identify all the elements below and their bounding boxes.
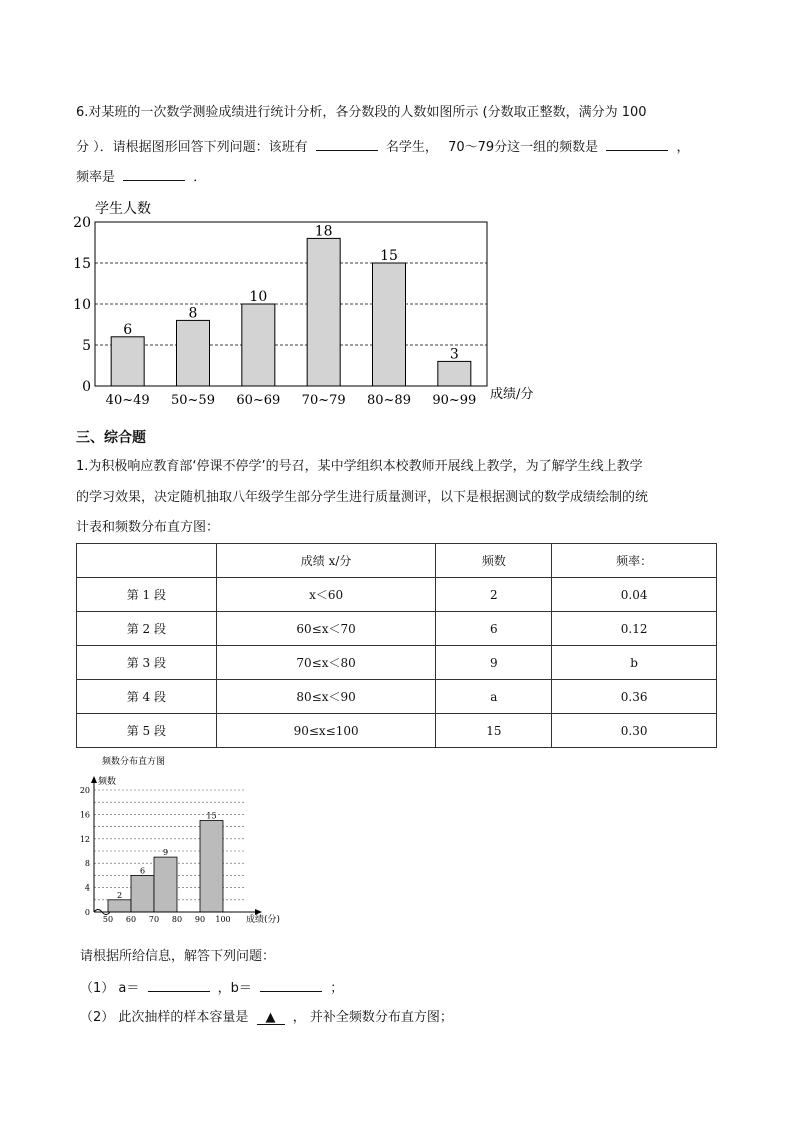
table-cell: b bbox=[552, 646, 717, 680]
chart1-y-tick-label: 20 bbox=[73, 215, 91, 231]
chart2-x-tick-label: 100 bbox=[215, 915, 231, 924]
question-6-text-f: ． bbox=[193, 170, 207, 185]
table-cell: 0.36 bbox=[552, 680, 717, 714]
score-statistics-table bbox=[76, 543, 717, 748]
chart2-bar bbox=[200, 821, 223, 913]
table-cell: 0.30 bbox=[552, 714, 717, 748]
chart2-y-tick-label: 8 bbox=[84, 859, 90, 869]
table-cell: 0.04 bbox=[552, 578, 717, 612]
chart1-data-label: 8 bbox=[188, 305, 198, 322]
question-1-text-a: （1） a＝ bbox=[80, 981, 140, 996]
chart2-data-label: 2 bbox=[116, 890, 123, 900]
chart1-bar bbox=[242, 304, 275, 386]
table-cell: 15 bbox=[436, 714, 552, 748]
chart2-data-label: 9 bbox=[162, 848, 169, 858]
table-cell: 9 bbox=[436, 646, 552, 680]
table-cell: 70≤x＜80 bbox=[216, 646, 436, 680]
chart1-x-tick-label: 50~59 bbox=[171, 393, 215, 408]
students-score-bar-chart bbox=[0, 0, 794, 420]
table-row bbox=[77, 612, 717, 646]
chart1-x-tick-label: 80~89 bbox=[367, 393, 411, 408]
chart1-y-axis-label: 学生人数 bbox=[95, 201, 151, 217]
table-cell: 第 2 段 bbox=[77, 612, 217, 646]
section-title: 三、综合题 bbox=[76, 430, 146, 446]
chart1-y-tick-label: 0 bbox=[82, 379, 91, 395]
question-6-line-1: 6.对某班的一次数学测验成绩进行统计分析，各分数段的人数如图所示 (分数取正整数，满分为 100 bbox=[76, 105, 647, 120]
table-header-cell: 频数 bbox=[436, 544, 552, 578]
table-cell: 第 3 段 bbox=[77, 646, 217, 680]
answer-blank-sample-size[interactable] bbox=[257, 1010, 285, 1025]
problem-1-line-1: 1.为积极响应教育部‘停课不停学’的号召，某中学组织本校教师开展线上教学，为了解学生线上教学 bbox=[76, 459, 643, 474]
chart1-x-tick-label: 40~49 bbox=[105, 393, 150, 408]
chart2-x-axis-label: 成绩(分) bbox=[246, 915, 281, 925]
table-cell: 60≤x＜70 bbox=[216, 612, 436, 646]
answer-blank-a[interactable] bbox=[148, 977, 210, 992]
chart2-bar bbox=[154, 857, 177, 912]
chart2-y-tick-label: 20 bbox=[79, 786, 90, 795]
chart1-x-tick-label: 90~99 bbox=[432, 393, 477, 408]
table-header-cell bbox=[77, 544, 217, 578]
chart2-x-tick-label: 50 bbox=[102, 915, 114, 924]
table-header-cell: 频率： bbox=[552, 544, 717, 578]
table-cell: a bbox=[436, 680, 552, 714]
chart1-bar bbox=[438, 361, 471, 386]
chart1-y-tick-label: 15 bbox=[73, 256, 91, 272]
chart2-x-tick-label: 80 bbox=[171, 915, 183, 924]
frequency-histogram bbox=[60, 750, 300, 930]
question-6-text-e: 频率是 bbox=[76, 170, 116, 185]
chart2-y-axis-label: 频数 bbox=[98, 777, 117, 787]
table-cell: 第 1 段 bbox=[77, 578, 217, 612]
chart1-data-label: 3 bbox=[449, 346, 459, 363]
question-1 bbox=[80, 977, 343, 996]
chart2-y-tick-label: 16 bbox=[79, 810, 90, 820]
chart1-bar bbox=[111, 337, 144, 386]
table-cell: 80≤x＜90 bbox=[216, 680, 436, 714]
chart1-x-tick-label: 70~79 bbox=[301, 393, 346, 408]
table-cell: x＜60 bbox=[216, 578, 436, 612]
chart2-y-tick-label: 12 bbox=[79, 834, 90, 844]
chart2-x-tick-label: 70 bbox=[148, 915, 160, 924]
chart2-data-label: 15 bbox=[206, 811, 217, 821]
chart2-bar bbox=[108, 900, 131, 912]
triangle-placeholder-icon: ▲ bbox=[265, 1010, 276, 1025]
table-header-row bbox=[77, 544, 717, 578]
problem-1-line-3: 计表和频数分布直方图： bbox=[76, 520, 220, 535]
chart1-data-label: 15 bbox=[380, 248, 398, 264]
question-2-text-b: ， 并补全频数分布直方图； bbox=[292, 1010, 453, 1025]
question-6-text-a: 分 ）．请根据图形回答下列问题：该班有 bbox=[76, 140, 308, 155]
table-cell: 90≤x≤100 bbox=[216, 714, 436, 748]
table-header-cell: 成绩 x/分 bbox=[216, 544, 436, 578]
chart1-bar bbox=[373, 263, 406, 386]
table-cell: 2 bbox=[436, 578, 552, 612]
chart2-data-label: 6 bbox=[139, 866, 146, 876]
chart2-title: 频数分布直方图 bbox=[102, 757, 166, 767]
table-row bbox=[77, 646, 717, 680]
chart2-x-tick-label: 60 bbox=[125, 915, 137, 924]
chart2-y-tick-label: 4 bbox=[84, 883, 90, 893]
question-2 bbox=[80, 1006, 453, 1025]
question-1-text-c: ； bbox=[330, 981, 344, 996]
question-intro: 请根据所给信息，解答下列问题： bbox=[80, 949, 276, 964]
chart1-data-label: 18 bbox=[314, 223, 333, 240]
question-6-text-d: ， bbox=[676, 140, 690, 155]
question-1-text-b: ，b＝ bbox=[217, 981, 252, 996]
question-6-text-b: 名学生， bbox=[385, 140, 438, 155]
table-cell: 第 4 段 bbox=[77, 680, 217, 714]
chart1-bar bbox=[307, 238, 340, 386]
chart1-y-tick-label: 10 bbox=[73, 297, 91, 313]
chart1-data-label: 6 bbox=[123, 321, 133, 338]
chart2-x-tick-label: 90 bbox=[194, 915, 206, 924]
table-row bbox=[77, 714, 717, 748]
answer-blank-b[interactable] bbox=[260, 977, 322, 992]
table-cell: 0.12 bbox=[552, 612, 717, 646]
problem-1-line-2: 的学习效果，决定随机抽取八年级学生部分学生进行质量测评，以下是根据测试的数学成绩绘制的统 bbox=[76, 490, 649, 505]
chart2-y-axis-arrow bbox=[91, 776, 97, 783]
chart1-bar bbox=[177, 320, 210, 386]
chart1-x-axis-label: 成绩/分 bbox=[490, 387, 534, 402]
table-row bbox=[77, 680, 717, 714]
question-2-text-a: （2） 此次抽样的样本容量是 bbox=[80, 1010, 249, 1025]
chart2-y-tick-label: 0 bbox=[84, 908, 90, 917]
table-cell: 第 5 段 bbox=[77, 714, 217, 748]
chart1-data-label: 10 bbox=[249, 289, 268, 305]
chart1-y-tick-label: 5 bbox=[82, 338, 91, 354]
table-row bbox=[77, 578, 717, 612]
question-6-text-c: 70～79分这一组的频数是 bbox=[448, 140, 599, 155]
chart1-x-tick-label: 60~69 bbox=[236, 393, 281, 408]
table-cell: 6 bbox=[436, 612, 552, 646]
chart2-bar bbox=[131, 875, 154, 912]
